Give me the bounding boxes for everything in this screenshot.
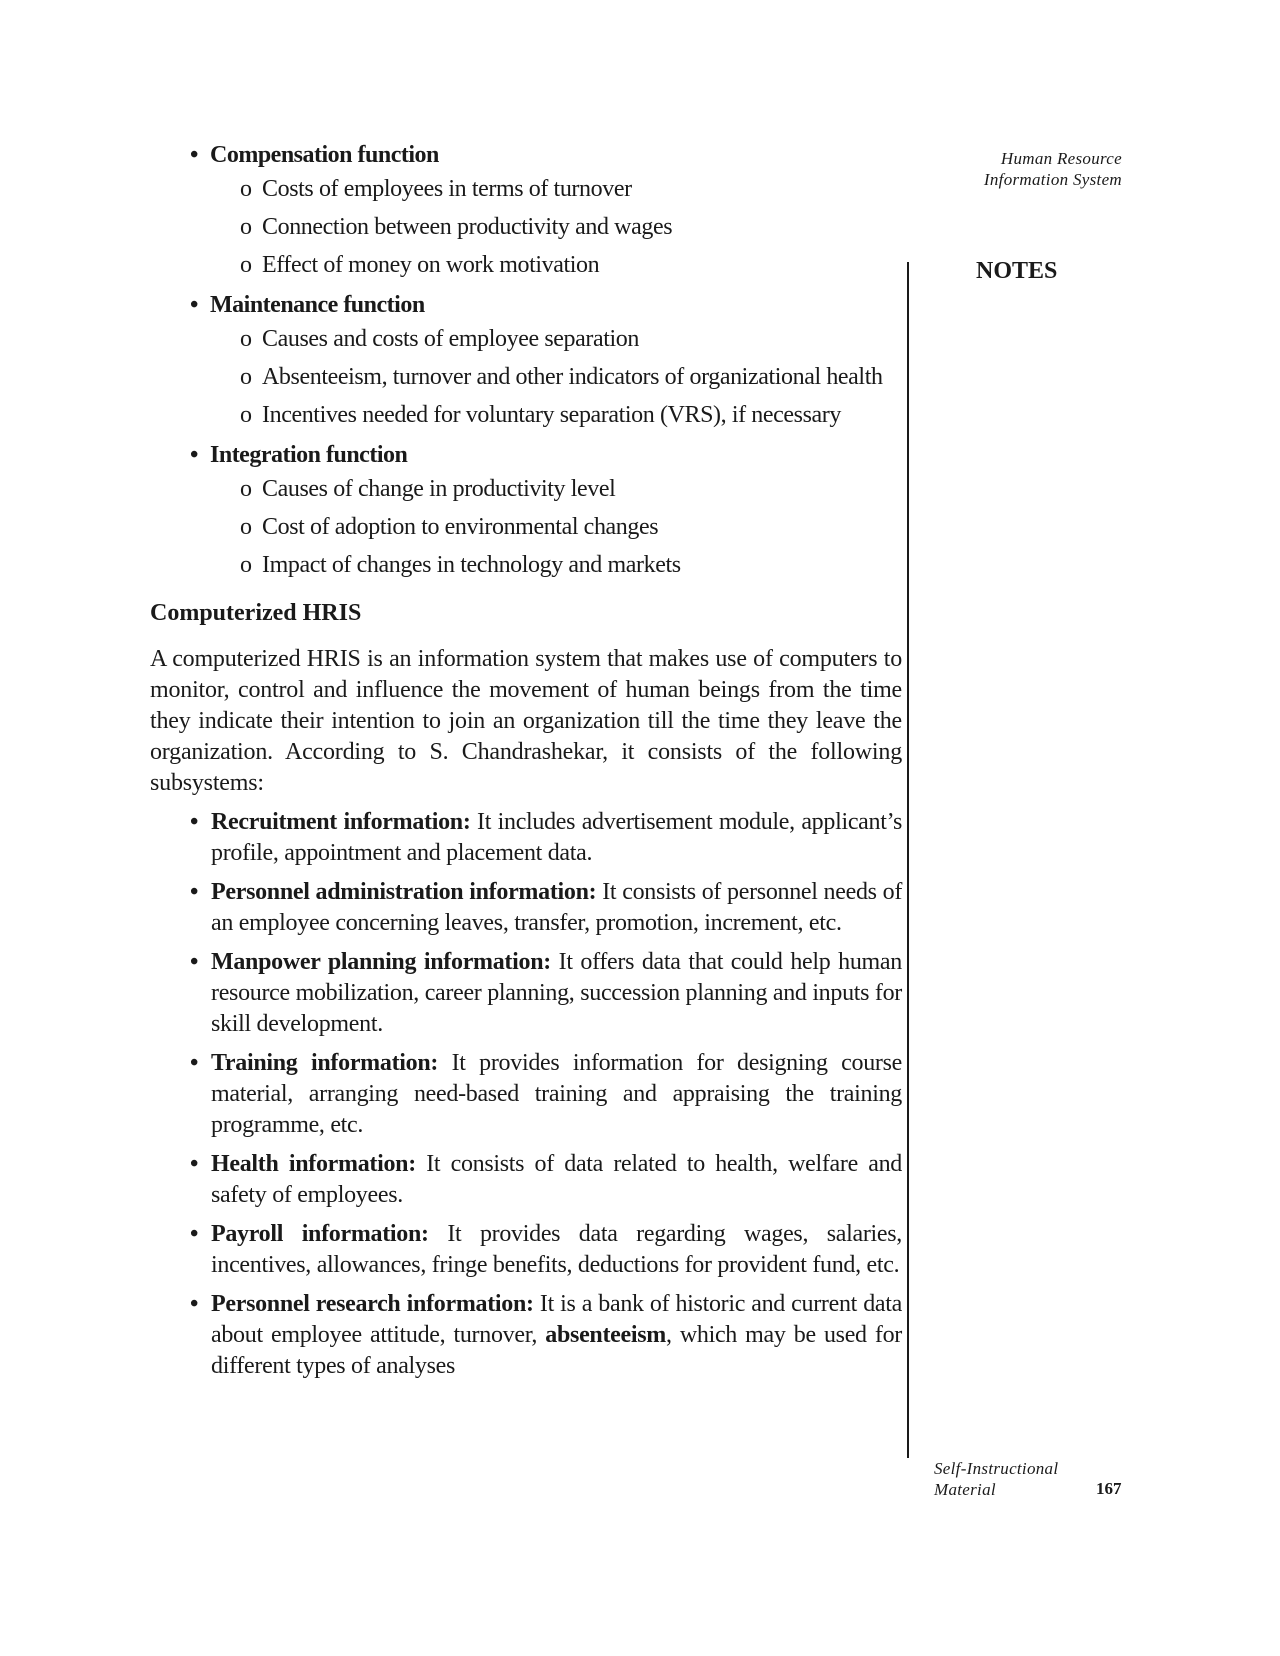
bullet-icon: •	[190, 879, 199, 905]
circle-bullet-icon: o	[240, 514, 252, 540]
sub-item-text: Connection between productivity and wages	[262, 214, 673, 240]
intro-paragraph: A computerized HRIS is an information system that makes use of computers to monitor, control and influence the movement of human beings from the time they indicate their intention to join an organization till the time they leave the organization. According to S. Chandrashekar, it consists of the following subsystems:	[150, 646, 902, 796]
subsystem-text: It is a bank of historic and current data about employee attitude, turnover,	[211, 1291, 902, 1348]
sub-item-text: Absenteeism, turnover and other indicators of organizational health	[262, 364, 883, 390]
function-sub-list	[150, 320, 902, 434]
footer-label-line1: Self-Instructional	[934, 1459, 1059, 1478]
bullet-icon: •	[190, 292, 199, 318]
sub-item-text: Causes of change in productivity level	[262, 476, 616, 502]
function-title: Integration function	[210, 442, 408, 468]
list-item	[150, 1149, 902, 1211]
running-head-line2: Information System	[983, 170, 1122, 189]
bullet-icon: •	[190, 949, 199, 975]
circle-bullet-icon: o	[240, 176, 252, 202]
sub-item-text: Effect of money on work motivation	[262, 252, 600, 278]
circle-bullet-icon: o	[240, 364, 252, 390]
sub-item	[150, 546, 902, 584]
bullet-icon: •	[190, 809, 199, 835]
page-number: 167	[1096, 1479, 1122, 1498]
sub-item-text: Costs of employees in terms of turnover	[262, 176, 632, 202]
running-head	[984, 148, 1122, 190]
function-bullet	[150, 140, 902, 170]
circle-bullet-icon: o	[240, 476, 252, 502]
sub-item	[150, 320, 902, 358]
subsystem-text: It offers data that could help human resource mobilization, career planning, succession planning and inputs for skill development.	[211, 949, 902, 1037]
list-item	[150, 877, 902, 939]
main-content	[150, 140, 902, 1390]
sub-item-text: Cost of adoption to environmental changes	[262, 514, 659, 540]
circle-bullet-icon: o	[240, 552, 252, 578]
bullet-icon: •	[190, 442, 199, 468]
list-item	[150, 947, 902, 1040]
section-heading: Computerized HRIS	[150, 600, 362, 626]
subsystem-bold-word: absenteeism	[545, 1322, 666, 1348]
sub-item	[150, 396, 902, 434]
sub-item-text: Incentives needed for voluntary separation (VRS), if necessary	[262, 402, 841, 428]
subsystem-term: Manpower planning information:	[211, 949, 551, 975]
bullet-icon: •	[190, 1050, 199, 1076]
subsystem-term: Personnel research information:	[211, 1291, 534, 1317]
sub-item-text: Causes and costs of employee separation	[262, 326, 639, 352]
footer-label-line2: Material	[934, 1480, 996, 1499]
subsystem-list	[150, 807, 902, 1382]
circle-bullet-icon: o	[240, 214, 252, 240]
list-item	[150, 1219, 902, 1281]
subsystem-text: It includes advertisement module, applicant’s profile, appointment and placement data.	[211, 809, 902, 866]
function-sub-list	[150, 470, 902, 584]
subsystem-term: Payroll information:	[211, 1221, 429, 1247]
sub-item	[150, 508, 902, 546]
bullet-icon: •	[190, 1291, 199, 1317]
list-item	[150, 1289, 902, 1382]
function-sub-list	[150, 170, 902, 284]
circle-bullet-icon: o	[240, 252, 252, 278]
sub-item-text: Impact of changes in technology and markets	[262, 552, 681, 578]
margin-rule	[907, 262, 909, 1458]
subsystem-term: Personnel administration information:	[211, 879, 597, 905]
subsystem-text: It provides information for designing course material, arranging need-based training and appraising the training programme, etc.	[211, 1050, 902, 1138]
sub-item	[150, 170, 902, 208]
subsystem-text: It provides data regarding wages, salaries, incentives, allowances, fringe benefits, deductions for provident fund, etc.	[211, 1221, 902, 1278]
subsystem-text: It consists of personnel needs of an employee concerning leaves, transfer, promotion, increment, etc.	[211, 879, 903, 936]
function-bullet	[150, 290, 902, 320]
list-item	[150, 1048, 902, 1141]
bullet-icon: •	[190, 1151, 199, 1177]
footer-label	[934, 1458, 1058, 1500]
sub-item	[150, 246, 902, 284]
subsystem-term: Recruitment information:	[211, 809, 471, 835]
function-title: Compensation function	[210, 142, 439, 168]
bullet-icon: •	[190, 142, 199, 168]
bullet-icon: •	[190, 1221, 199, 1247]
sub-item	[150, 470, 902, 508]
sub-item	[150, 208, 902, 246]
function-title: Maintenance function	[210, 292, 425, 318]
subsystem-term: Health information:	[211, 1151, 416, 1177]
list-item	[150, 807, 902, 869]
subsystem-term: Training information:	[211, 1050, 439, 1076]
running-head-line1: Human Resource	[1000, 149, 1122, 168]
notes-margin-label: NOTES	[976, 258, 1058, 284]
sub-item	[150, 358, 902, 396]
subsystem-text: It consists of data related to health, welfare and safety of employees.	[211, 1151, 902, 1208]
circle-bullet-icon: o	[240, 402, 252, 428]
subsystem-text-tail: , which may be used for different types of analyses	[211, 1322, 903, 1379]
function-bullet	[150, 440, 902, 470]
circle-bullet-icon: o	[240, 326, 252, 352]
